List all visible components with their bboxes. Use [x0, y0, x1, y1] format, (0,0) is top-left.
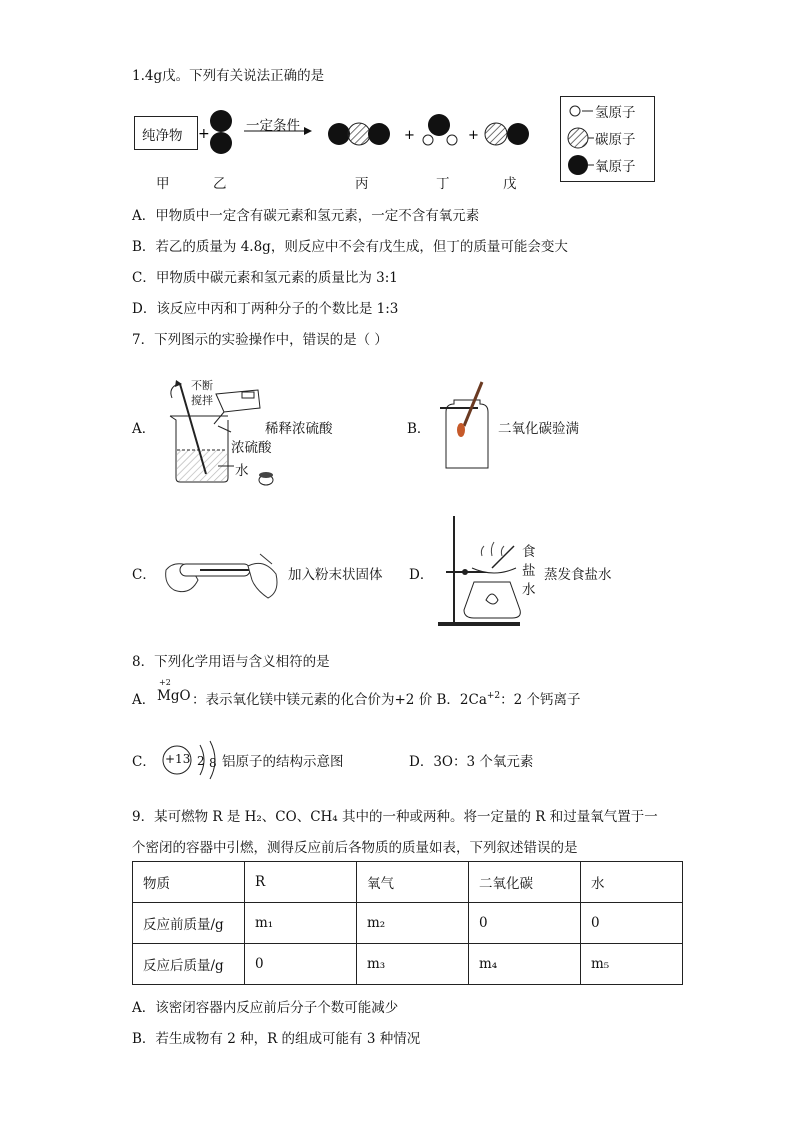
table-cell: m₂	[357, 903, 469, 944]
mass-table	[132, 861, 683, 985]
mgo-formula: MgO	[157, 688, 191, 704]
q8-a-letter: A．	[132, 692, 156, 708]
q9-option-b: B．若生成物有 2 种，R 的组成可能有 3 种情况	[132, 1031, 421, 1047]
q6-intro: 1.4g戊。下列有关说法正确的是	[132, 68, 325, 84]
q8-d-text: D．3O：3 个氧元素	[409, 754, 534, 770]
q7-a-letter: A．	[132, 421, 156, 437]
label-wu: 戊	[503, 176, 517, 192]
q8-title: 8．下列化学用语与含义相符的是	[132, 654, 330, 670]
label-jia: 甲	[156, 176, 170, 192]
q8-b-text: ：2 个钙离子	[500, 692, 581, 708]
q6-option-d: D．该反应中丙和丁两种分子的个数比是 1:3	[132, 301, 399, 317]
q7-d-letter: D．	[409, 567, 434, 583]
q6-option-b: B．若乙的质量为 4.8g，则反应中不会有戊生成，但丁的质量可能会变大	[132, 239, 568, 255]
stir-label: 不断	[191, 379, 213, 392]
table-cell: 二氧化碳	[469, 862, 581, 903]
q6-option-a: A．甲物质中一定含有碳元素和氢元素，一定不含有氧元素	[132, 208, 480, 224]
salt-label-1: 食	[522, 544, 536, 560]
q8-a-text	[192, 688, 581, 708]
svg-text:+: +	[198, 126, 210, 142]
pure-substance-label: 纯净物	[142, 128, 183, 144]
shell-2: 8	[209, 756, 217, 770]
oxygen-atom-icon	[210, 110, 232, 132]
salt-label-2: 盐	[522, 563, 536, 579]
nucleus-charge: +13	[165, 752, 191, 766]
table-cell: 水	[581, 862, 683, 903]
q7-c-letter: C．	[132, 567, 156, 583]
q8-a-text-main: ：表示氧化镁中镁元素的化合价为+2 价 B．2Ca	[192, 692, 487, 708]
legend-hydrogen: 氢原子	[595, 105, 636, 121]
table-cell: m₁	[245, 903, 357, 944]
reaction-condition: 一定条件	[246, 118, 300, 134]
water-label: 水	[235, 463, 249, 479]
table-cell: m₅	[581, 944, 683, 985]
table-cell: 氧气	[357, 862, 469, 903]
table-cell: m₄	[469, 944, 581, 985]
table-cell: 反应后质量/g	[133, 944, 245, 985]
q6-option-c: C．甲物质中碳元素和氢元素的质量比为 3:1	[132, 270, 398, 286]
atom-legend	[560, 96, 655, 182]
table-cell: 0	[469, 903, 581, 944]
salt-label-3: 水	[522, 582, 536, 598]
acid-label: 浓硫酸	[231, 440, 272, 456]
label-ding: 丁	[436, 176, 450, 192]
q7-a-label: 稀释浓硫酸	[265, 421, 333, 437]
table-cell: 反应前质量/g	[133, 903, 245, 944]
q7-b-label: 二氧化碳验满	[498, 421, 579, 437]
pure-substance-box	[134, 116, 198, 150]
mg-valence: +2	[159, 678, 171, 687]
stir-label-2: 搅拌	[191, 394, 213, 407]
oxygen-atom-icon	[210, 132, 232, 154]
svg-text:+: +	[468, 128, 479, 143]
q9-line-1: 9．某可燃物 R 是 H₂、CO、CH₄ 其中的一种或两种。将一定量的 R 和过量氧气置于一	[132, 809, 658, 825]
table-cell: 0	[581, 903, 683, 944]
co2-test-illustration	[434, 380, 494, 474]
label-yi: 乙	[213, 176, 227, 192]
label-bing: 丙	[355, 176, 369, 192]
q7-d-label: 蒸发食盐水	[544, 567, 612, 583]
q9-option-a: A．该密闭容器内反应前后分子个数可能减少	[132, 1000, 399, 1016]
table-cell: R	[245, 862, 357, 903]
q7-b-letter: B．	[407, 421, 431, 437]
ca-charge: +2	[486, 691, 501, 701]
shell-1: 2	[197, 754, 205, 768]
powder-addition-illustration	[160, 540, 286, 604]
table-header-row	[133, 862, 683, 903]
evaporation-illustration	[434, 512, 524, 630]
table-cell: 0	[245, 944, 357, 985]
q8-c-letter: C．	[132, 754, 156, 770]
q9-line-2: 个密闭的容器中引燃，测得反应前后各物质的质量如表，下列叙述错误的是	[132, 840, 578, 856]
legend-oxygen: 氧原子	[595, 159, 636, 175]
svg-text:+: +	[404, 128, 415, 143]
q8-c-text: 铝原子的结构示意图	[222, 754, 344, 770]
table-cell: m₃	[357, 944, 469, 985]
table-row	[133, 944, 683, 985]
legend-carbon: 碳原子	[595, 132, 636, 148]
q7-title: 7．下列图示的实验操作中，错误的是（ ）	[132, 332, 388, 348]
q7-c-label: 加入粉末状固体	[288, 567, 383, 583]
table-cell: 物质	[133, 862, 245, 903]
table-row	[133, 903, 683, 944]
